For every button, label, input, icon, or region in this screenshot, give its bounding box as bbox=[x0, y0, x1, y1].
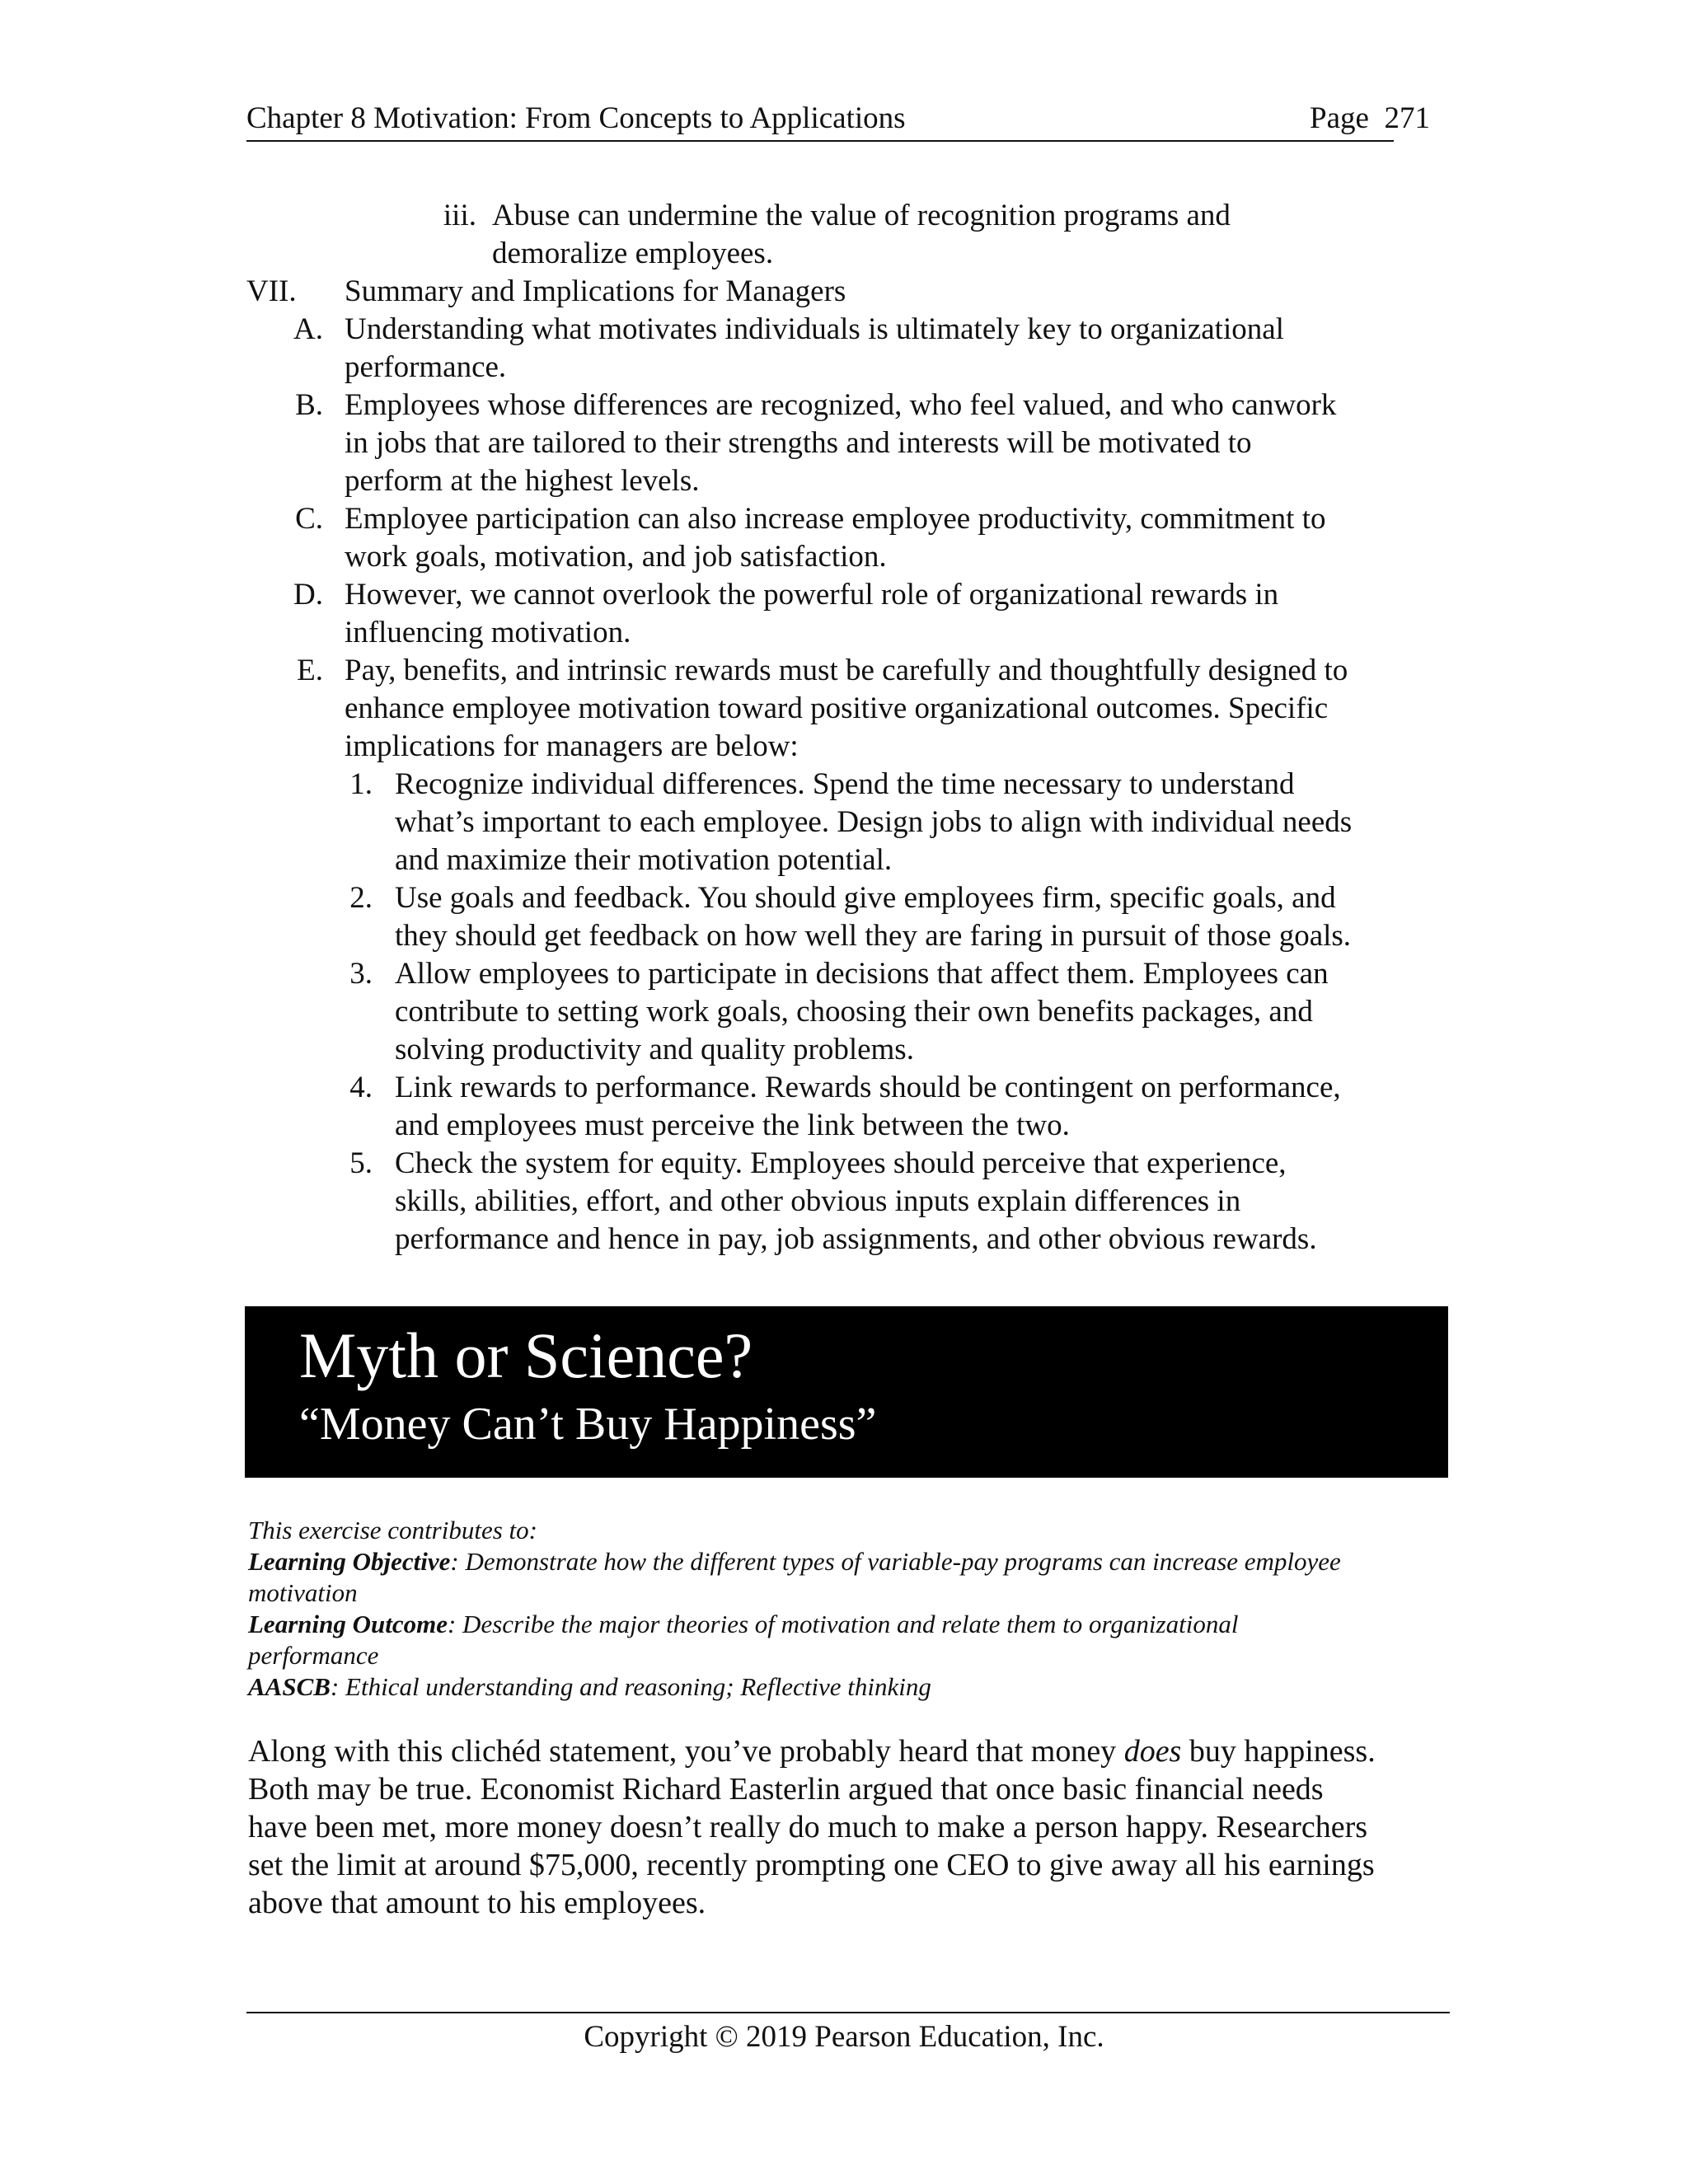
learning-outcome-label: Learning Outcome bbox=[248, 1610, 448, 1638]
list-item-line: they should get feedback on how well they are faring in pursuit of those goals. bbox=[395, 919, 1352, 953]
list-marker: 2. bbox=[349, 881, 373, 915]
section-marker: VII. bbox=[246, 274, 297, 308]
list-item-line: and employees must perceive the link between the two. bbox=[395, 1108, 1070, 1142]
header-rule bbox=[246, 140, 1394, 142]
list-item-line: solving productivity and quality problems. bbox=[395, 1033, 914, 1066]
list-item-line: Pay, benefits, and intrinsic rewards must be carefully and thoughtfully designed to bbox=[345, 654, 1348, 687]
list-item-line: Recognize individual differences. Spend the time necessary to understand bbox=[395, 767, 1295, 801]
running-header bbox=[246, 94, 1430, 143]
list-item-line: Link rewards to performance. Rewards should be contingent on performance, bbox=[395, 1071, 1341, 1104]
learning-objective-text: : Demonstrate how the different types of variable-pay programs can increase employee bbox=[450, 1547, 1341, 1576]
paragraph-line: have been met, more money doesn’t really do much to make a person happy. Researchers bbox=[248, 1810, 1368, 1844]
list-item-line: enhance employee motivation toward positive organizational outcomes. Specific bbox=[345, 691, 1329, 725]
paragraph-line: Both may be true. Economist Richard Easterlin argued that once basic financial needs bbox=[248, 1772, 1324, 1807]
learning-outcome-continuation: performance bbox=[248, 1641, 379, 1670]
learning-outcome-text: : Describe the major theories of motivation and relate them to organizational bbox=[447, 1610, 1239, 1638]
learning-outcome bbox=[248, 1609, 1238, 1640]
footer-rule bbox=[246, 2012, 1450, 2013]
list-marker: D. bbox=[293, 578, 323, 612]
page-number: 271 bbox=[1384, 101, 1430, 135]
chapter-title: Chapter 8 Motivation: From Concepts to Applications bbox=[246, 101, 906, 135]
section-title: Summary and Implications for Managers bbox=[345, 274, 846, 308]
list-item-line: Employees whose differences are recognized, who feel valued, and who canwork bbox=[345, 388, 1337, 422]
list-item-line: performance. bbox=[345, 350, 507, 384]
list-marker: 5. bbox=[349, 1146, 373, 1180]
list-item-line: work goals, motivation, and job satisfaction. bbox=[345, 540, 887, 574]
paragraph-text: Along with this clichéd statement, you’ve probably heard that money bbox=[248, 1734, 1124, 1769]
list-item-line: demoralize employees. bbox=[492, 237, 774, 270]
aascb bbox=[248, 1671, 931, 1703]
learning-objective-label: Learning Objective bbox=[248, 1547, 451, 1576]
list-item-line: Abuse can undermine the value of recognition programs and bbox=[492, 199, 1231, 232]
banner-title: Myth or Science? bbox=[299, 1319, 753, 1391]
paragraph-line: set the limit at around $75,000, recently prompting one CEO to give away all his earnings bbox=[248, 1848, 1375, 1882]
learning-objective-continuation: motivation bbox=[248, 1578, 358, 1607]
copyright-footer: Copyright © 2019 Pearson Education, Inc. bbox=[584, 2020, 1104, 2054]
learning-objective bbox=[248, 1546, 1341, 1577]
list-item-line: in jobs that are tailored to their strengths and interests will be motivated to bbox=[345, 426, 1252, 460]
list-item-line: Allow employees to participate in decisions that affect them. Employees can bbox=[395, 957, 1329, 991]
aascb-text: : Ethical understanding and reasoning; Reflective thinking bbox=[330, 1672, 931, 1701]
page-number-label bbox=[1310, 94, 1430, 143]
list-item-line: implications for managers are below: bbox=[345, 729, 799, 763]
list-item-line: performance and hence in pay, job assignments, and other obvious rewards. bbox=[395, 1222, 1317, 1256]
myth-or-science-banner bbox=[245, 1306, 1448, 1478]
list-item-line: perform at the highest levels. bbox=[345, 464, 700, 498]
list-item-line: Check the system for equity. Employees should perceive that experience, bbox=[395, 1146, 1287, 1180]
page-label: Page bbox=[1310, 101, 1369, 135]
list-marker: B. bbox=[295, 388, 323, 422]
list-marker: E. bbox=[297, 654, 323, 687]
banner-subtitle: “Money Can’t Buy Happiness” bbox=[299, 1399, 877, 1450]
list-item-line: what’s important to each employee. Design jobs to align with individual needs bbox=[395, 805, 1353, 839]
list-marker: A. bbox=[293, 312, 323, 346]
list-item-line: Employee participation can also increase employee productivity, commitment to bbox=[345, 502, 1326, 536]
paragraph-line bbox=[248, 1732, 1376, 1770]
paragraph-line: above that amount to his employees. bbox=[248, 1886, 706, 1920]
list-marker: iii. bbox=[443, 199, 476, 232]
list-item-line: and maximize their motivation potential. bbox=[395, 843, 893, 877]
list-item-line: However, we cannot overlook the powerful role of organizational rewards in bbox=[345, 578, 1279, 612]
list-marker: 1. bbox=[349, 767, 373, 801]
list-item-line: contribute to setting work goals, choosing their own benefits packages, and bbox=[395, 995, 1313, 1029]
aascb-label: AASCB bbox=[248, 1672, 331, 1701]
list-item-line: skills, abilities, effort, and other obvious inputs explain differences in bbox=[395, 1184, 1241, 1218]
list-marker: C. bbox=[295, 502, 323, 536]
list-marker: 3. bbox=[349, 957, 373, 991]
list-item-line: influencing motivation. bbox=[345, 616, 631, 649]
list-item-line: Understanding what motivates individuals is ultimately key to organizational bbox=[345, 312, 1284, 346]
list-item-line: Use goals and feedback. You should give employees firm, specific goals, and bbox=[395, 881, 1336, 915]
emphasis-text: does bbox=[1123, 1734, 1182, 1769]
paragraph-text: buy happiness. bbox=[1181, 1734, 1376, 1769]
list-marker: 4. bbox=[349, 1071, 373, 1104]
exercise-intro: This exercise contributes to: bbox=[248, 1516, 537, 1544]
